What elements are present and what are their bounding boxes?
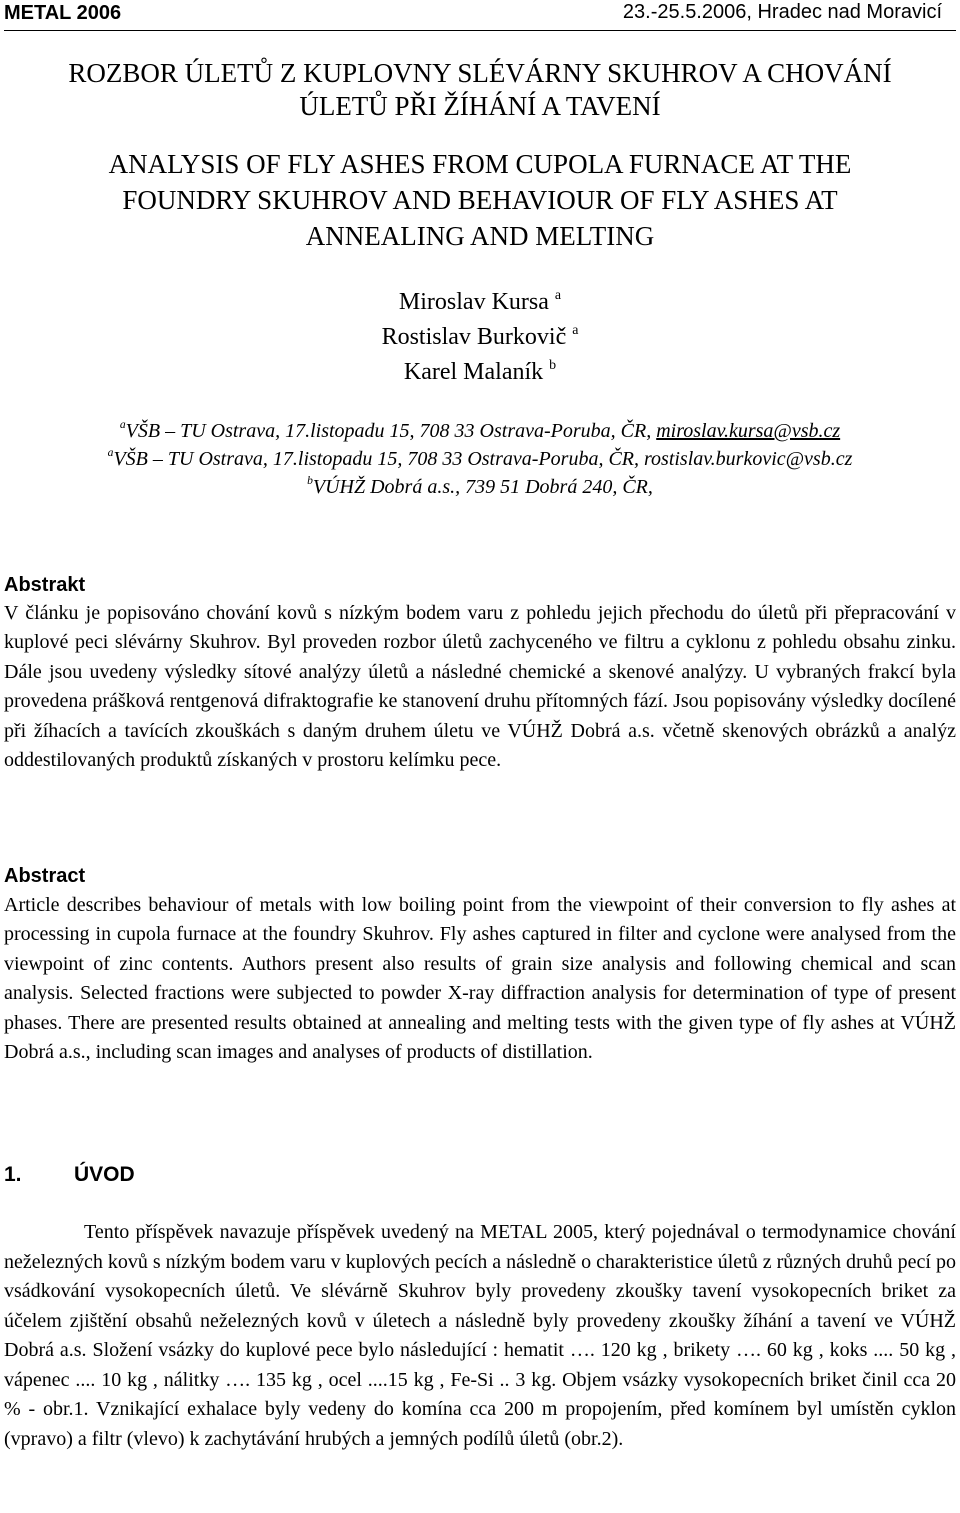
author xyxy=(0,355,960,390)
section-number: 1. xyxy=(4,1163,22,1186)
abstract-text: Article describes behaviour of metals with low boiling point from the viewpoint of their conversion to fly ashes at processing in cupola furnace at the foundry Skuhrov. Fly ashes captured in filter and cyclone were analysed from the viewpoint of zinc contents. Authors present also results of grain size analysis and following chemical and scan analysis. Selected fractions were subjected to powder X-ray diffraction analysis for determination of type of present phases. There are presented results obtained at annealing and melting tests with the given type of fly ashes at VÚHŽ Dobrá a.s., including scan images and analyses of products of distillation. xyxy=(4,894,956,1064)
title-czech xyxy=(0,57,960,123)
section-heading-intro xyxy=(4,1163,135,1187)
title-english-line: ANNEALING AND MELTING xyxy=(305,221,655,251)
intro-paragraph: Tento příspěvek navazuje příspěvek uvedený na METAL 2005, který pojednával o termodynamice chování neželezných kovů s nízkým bodem varu v kuplových pecích a následně o charakteristice úletů z různých druhů pecí po vsádkování vysokopecních úletů. Ve slévárně Skuhrov byly provedeny zkoušky tavení vysokopecních briket za účelem zjištění obsahů neželezných kovů v úletech a následně byly provedeny zkoušky žíhání a tavení ve VÚHŽ Dobrá a.s. Složení vsázky do kuplové pece bylo následující : hematit …. 120 kg , brikety …. 60 kg , koks .... 50 kg , vápenec .... 10 kg , nálitky …. 135 kg , ocel ....15 kg , Fe-Si .. 3 kg. Objem vsázky vysokopecních briket činil cca 20 % - obr.1. Vznikající exhalace byly vedeny do komína cca 200 m propojením, před komínem byl umístěn cyklon (vpravo) a filtr (vlevo) k zachytávání hrubých a jemných podílů úletů (obr.2). xyxy=(4,1221,956,1450)
affiliation xyxy=(0,417,960,445)
affiliation xyxy=(0,445,960,473)
author-name: Miroslav Kursa xyxy=(398,289,549,315)
email-link[interactable]: miroslav.kursa@vsb.cz xyxy=(656,420,841,442)
affiliation-text: VÚHŽ Dobrá a.s., 739 51 Dobrá 240, ČR, xyxy=(312,476,653,498)
title-english-line: FOUNDRY SKUHROV AND BEHAVIOUR OF FLY ASHES AT xyxy=(122,185,838,215)
section-title: ÚVOD xyxy=(74,1163,135,1186)
author-affiliation-mark: b xyxy=(549,357,557,373)
author xyxy=(0,285,960,320)
author-name: Karel Malaník xyxy=(403,359,544,385)
conference-date-place: 23.-25.5.2006, Hradec nad Moravicí xyxy=(622,1,942,23)
author-name: Rostislav Burkovič xyxy=(381,324,567,350)
title-czech-line: ÚLETŮ PŘI ŽÍHÁNÍ A TAVENÍ xyxy=(299,91,661,121)
affiliation-text: VŠB – TU Ostrava, 17.listopadu 15, 708 33 Ostrava-Poruba, ČR, rostislav.burkovic@vsb.cz xyxy=(113,448,853,470)
author-list xyxy=(0,285,960,390)
affiliation xyxy=(0,473,960,501)
author-affiliation-mark: a xyxy=(572,322,579,338)
abstrakt-heading: Abstrakt xyxy=(4,574,86,596)
abstrakt-text: V článku je popisováno chování kovů s nízkým bodem varu z pohledu jejich přechodu do úletů při přepracování v kuplové peci slévárny Skuhrov. Byl proveden rozbor úletů zachyceného ve filtru a cyklonu z pohledu obsahu zinku. Dále jsou uvedeny výsledky sítové analýzy úletů a následné chemické a skenové analýzy. U vybraných frakcí byla provedena prášková rentgenová difraktografie ke stanovení druhu přítomných fází. Jsou popisovány výsledky docílené při žíhacích a tavících zkouškách s daným druhem úletu ve VÚHŽ Dobrá a.s. včetně skenových obrázků a analýz oddestilovaných produktů získaných v prostoru kelímku pece. xyxy=(4,602,956,772)
affiliation-mark: b xyxy=(307,474,313,488)
affiliation-text: VŠB – TU Ostrava, 17.listopadu 15, 708 33 Ostrava-Poruba, ČR, xyxy=(125,420,657,442)
abstract-heading: Abstract xyxy=(4,865,86,887)
affiliation-list xyxy=(0,417,960,501)
author-affiliation-mark: a xyxy=(554,287,562,303)
affiliation-mark: a xyxy=(107,446,114,460)
affiliation-mark: a xyxy=(119,418,126,432)
author xyxy=(0,320,960,355)
title-czech-line: ROZBOR ÚLETŮ Z KUPLOVNY SLÉVÁRNY SKUHROV A CHOVÁNÍ xyxy=(68,58,892,88)
page-header xyxy=(4,0,956,31)
title-english xyxy=(0,146,960,254)
title-english-line: ANALYSIS OF FLY ASHES FROM CUPOLA FURNACE AT THE xyxy=(108,149,852,179)
conference-name: METAL 2006 xyxy=(4,2,122,24)
